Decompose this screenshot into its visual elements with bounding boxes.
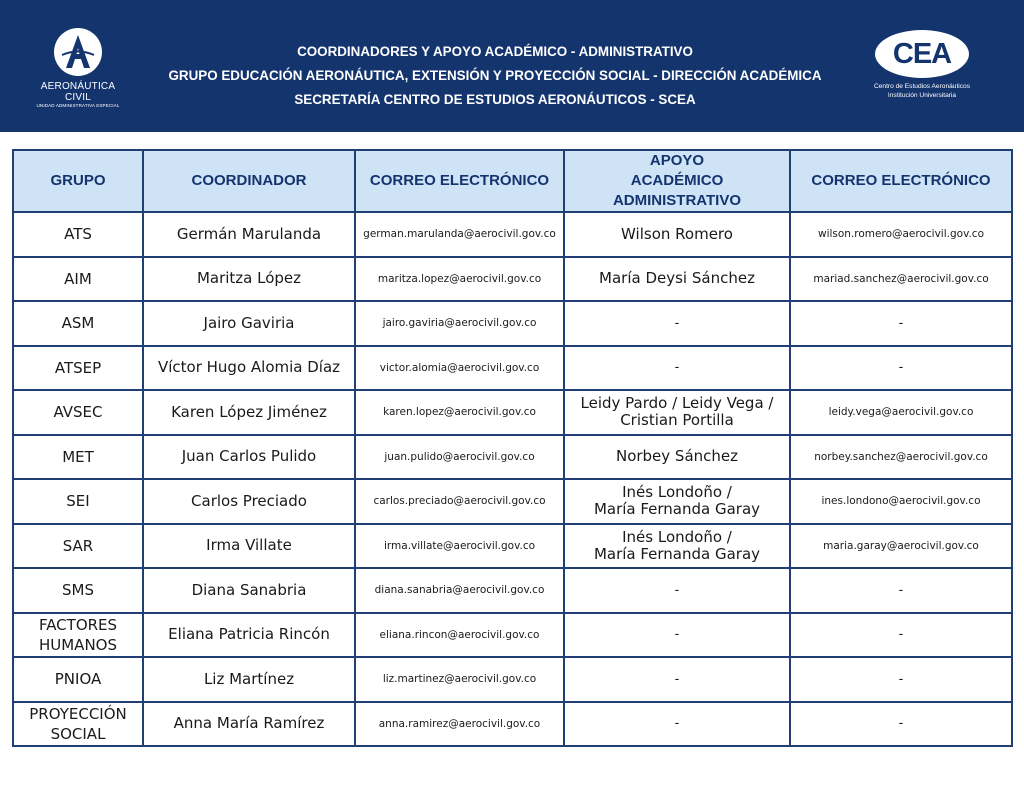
cell-apoyo: -: [564, 657, 790, 702]
table-row: [13, 346, 1012, 391]
cell-coordinador: Eliana Patricia Rincón: [143, 613, 355, 658]
cell-coordinador: Liz Martínez: [143, 657, 355, 702]
cea-logo: [862, 30, 982, 100]
cell-apoyo: Wilson Romero: [564, 212, 790, 257]
cell-correo-apoyo: -: [790, 568, 1012, 613]
cell-coordinador: Carlos Preciado: [143, 479, 355, 524]
table-row: [13, 435, 1012, 480]
cell-correo-apoyo: -: [790, 301, 1012, 346]
column-header-grupo: GRUPO: [13, 150, 143, 212]
cea-subtitle: Institución Universitaria: [887, 92, 957, 99]
aerocivil-logo: [28, 28, 128, 108]
cell-grupo: AVSEC: [13, 390, 143, 435]
table-row: [13, 524, 1012, 569]
cell-grupo: SAR: [13, 524, 143, 569]
table-row: [13, 702, 1012, 747]
cell-correo-apoyo: norbey.sanchez@aerocivil.gov.co: [790, 435, 1012, 480]
cell-apoyo: María Deysi Sánchez: [564, 257, 790, 302]
cell-correo: diana.sanabria@aerocivil.gov.co: [355, 568, 564, 613]
cell-correo: maritza.lopez@aerocivil.gov.co: [355, 257, 564, 302]
aerocivil-name: AERONÁUTICA CIVIL: [40, 81, 116, 103]
cea-name: Centro de Estudios Aeronáuticos: [873, 83, 971, 90]
cell-correo: victor.alomia@aerocivil.gov.co: [355, 346, 564, 391]
table-row: [13, 390, 1012, 435]
column-header-apoyo: APOYO ACADÉMICO ADMINISTRATIVO: [564, 150, 790, 212]
cell-apoyo: Inés Londoño / María Fernanda Garay: [564, 524, 790, 569]
cell-grupo: ATSEP: [13, 346, 143, 391]
table-row: [13, 301, 1012, 346]
cell-correo-apoyo: -: [790, 702, 1012, 747]
cell-grupo: SMS: [13, 568, 143, 613]
cell-correo-apoyo: ines.londono@aerocivil.gov.co: [790, 479, 1012, 524]
cell-apoyo: -: [564, 568, 790, 613]
cell-coordinador: Karen López Jiménez: [143, 390, 355, 435]
title-line-1: COORDINADORES Y APOYO ACADÉMICO - ADMINISTRATIVO: [297, 44, 693, 59]
cell-correo-apoyo: -: [790, 613, 1012, 658]
cell-apoyo: -: [564, 702, 790, 747]
table-row: [13, 613, 1012, 658]
cell-coordinador: Víctor Hugo Alomia Díaz: [143, 346, 355, 391]
cell-coordinador: Juan Carlos Pulido: [143, 435, 355, 480]
cell-grupo: PNIOA: [13, 657, 143, 702]
cell-correo: carlos.preciado@aerocivil.gov.co: [355, 479, 564, 524]
cell-correo: irma.villate@aerocivil.gov.co: [355, 524, 564, 569]
cell-apoyo: Norbey Sánchez: [564, 435, 790, 480]
cell-correo: juan.pulido@aerocivil.gov.co: [355, 435, 564, 480]
table-header-row: [13, 150, 1012, 212]
cell-grupo: MET: [13, 435, 143, 480]
cell-correo: karen.lopez@aerocivil.gov.co: [355, 390, 564, 435]
cell-grupo: PROYECCIÓN SOCIAL: [13, 702, 143, 747]
page-title: [160, 40, 830, 112]
cell-coordinador: Jairo Gaviria: [143, 301, 355, 346]
column-header-correo-apoyo: CORREO ELECTRÓNICO: [790, 150, 1012, 212]
cell-apoyo: -: [564, 613, 790, 658]
cell-grupo: SEI: [13, 479, 143, 524]
cell-correo-apoyo: maria.garay@aerocivil.gov.co: [790, 524, 1012, 569]
page-header: [0, 0, 1024, 132]
cell-correo: jairo.gaviria@aerocivil.gov.co: [355, 301, 564, 346]
cell-correo: german.marulanda@aerocivil.gov.co: [355, 212, 564, 257]
cell-grupo: AIM: [13, 257, 143, 302]
cell-coordinador: Irma Villate: [143, 524, 355, 569]
cell-correo-apoyo: leidy.vega@aerocivil.gov.co: [790, 390, 1012, 435]
cell-apoyo: -: [564, 301, 790, 346]
cell-correo-apoyo: -: [790, 346, 1012, 391]
cell-coordinador: Anna María Ramírez: [143, 702, 355, 747]
cell-coordinador: Germán Marulanda: [143, 212, 355, 257]
cell-apoyo: Leidy Pardo / Leidy Vega / Cristian Portilla: [564, 390, 790, 435]
coordinators-table: [12, 149, 1013, 747]
cell-grupo: ATS: [13, 212, 143, 257]
cell-correo: eliana.rincon@aerocivil.gov.co: [355, 613, 564, 658]
cell-coordinador: Maritza López: [143, 257, 355, 302]
aerocivil-subtitle: UNIDAD ADMINISTRATIVA ESPECIAL: [36, 103, 120, 108]
aerocivil-emblem-icon: [54, 28, 102, 76]
cell-grupo: ASM: [13, 301, 143, 346]
cell-apoyo: -: [564, 346, 790, 391]
cea-acronym: CEA: [875, 30, 969, 78]
title-line-3: SECRETARÍA CENTRO DE ESTUDIOS AERONÁUTICOS - SCEA: [294, 92, 696, 107]
cell-correo-apoyo: wilson.romero@aerocivil.gov.co: [790, 212, 1012, 257]
column-header-coordinador: COORDINADOR: [143, 150, 355, 212]
cell-grupo: FACTORES HUMANOS: [13, 613, 143, 658]
cell-correo: anna.ramirez@aerocivil.gov.co: [355, 702, 564, 747]
cell-correo-apoyo: mariad.sanchez@aerocivil.gov.co: [790, 257, 1012, 302]
column-header-correo: CORREO ELECTRÓNICO: [355, 150, 564, 212]
cell-correo: liz.martinez@aerocivil.gov.co: [355, 657, 564, 702]
cell-coordinador: Diana Sanabria: [143, 568, 355, 613]
title-line-2: GRUPO EDUCACIÓN AERONÁUTICA, EXTENSIÓN Y PROYECCIÓN SOCIAL - DIRECCIÓN ACADÉMICA: [168, 68, 822, 83]
table-row: [13, 257, 1012, 302]
table-row: [13, 568, 1012, 613]
table-row: [13, 212, 1012, 257]
cell-apoyo: Inés Londoño / María Fernanda Garay: [564, 479, 790, 524]
cell-correo-apoyo: -: [790, 657, 1012, 702]
table-row: [13, 657, 1012, 702]
table-row: [13, 479, 1012, 524]
